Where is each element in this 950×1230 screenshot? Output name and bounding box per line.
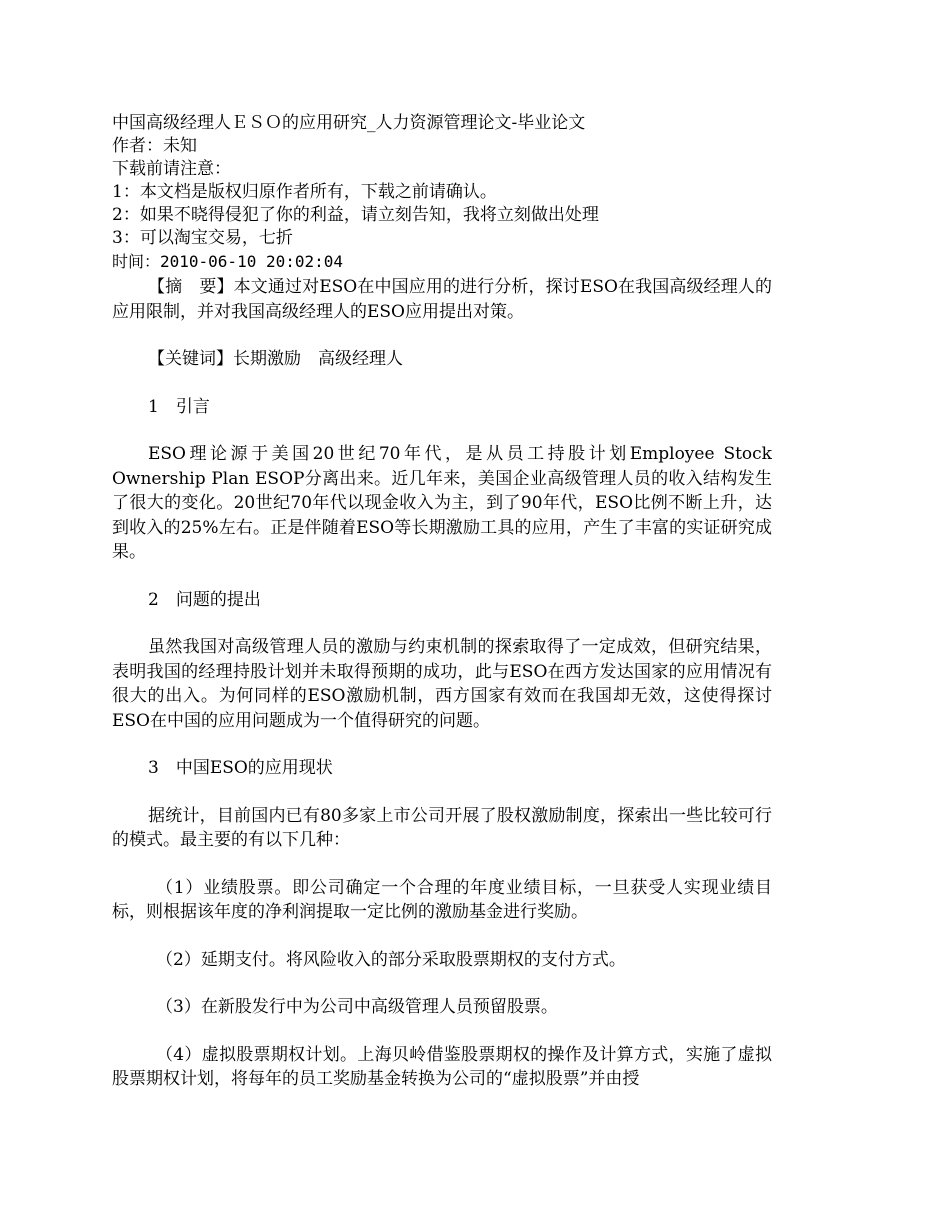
section-2-paragraph: 虽然我国对高级管理人员的激励与约束机制的探索取得了一定成效，但研究结果，表明我国的经理持股计划并未取得预期的成功，此与ESO在西方发达国家的应用情况有很大的出入。为何同样的ESO激励机制，西方国家有效而在我国却无效，这使得探讨ESO在中国的应用问题成为一个值得研究的问题。	[112, 637, 772, 731]
notice-line-3: 3：可以淘宝交易，七折	[112, 228, 293, 248]
author-line: 作者：未知	[112, 136, 197, 156]
section-3-paragraph: 据统计，目前国内已有80多家上市公司开展了股权激励制度，探索出一些比较可行的模式。最主要的有以下几种：	[112, 805, 772, 850]
section-1-paragraph: ESO理论源于美国20世纪70年代，是从员工持股计划Employee Stock Ownership Plan ESOP分离出来。近几年来，美国企业高级管理人员的收入结构发生了很大的变化。20世纪70年代以现金收入为主，到了90年代，ESO比例不断上升，达到收入的25%左右。正是伴随着ESO等长期激励工具的应用，产生了丰富的实证研究成果。	[112, 444, 772, 562]
notice-line-2: 2：如果不晓得侵犯了你的利益，请立刻告知，我将立刻做出处理	[112, 205, 599, 225]
document-page	[112, 112, 772, 1115]
document-title: 中国高级经理人ＥＳＯ的应用研究_人力资源管理论文-毕业论文	[112, 113, 586, 133]
keywords-line: 【关键词】长期激励 高级经理人	[148, 349, 403, 369]
time-line: 时间：2010-06-10 20:02:04	[112, 252, 344, 271]
section-1-heading: 1 引言	[148, 396, 210, 417]
section-3-heading: 3 中国ESO的应用现状	[148, 758, 333, 778]
list-item-4: （4）虚拟股票期权计划。上海贝岭借鉴股票期权的操作及计算方式，实施了虚拟股票期权计划，将每年的员工奖励基金转换为公司的“虚拟股票”并由授	[112, 1044, 772, 1089]
list-item-3: （3）在新股发行中为公司中高级管理人员预留股票。	[156, 997, 558, 1017]
notice-title: 下载前请注意：	[112, 159, 231, 179]
notice-line-1: 1：本文档是版权归原作者所有，下载之前请确认。	[112, 182, 497, 202]
list-item-2: （2）延期支付。将风险收入的部分采取股票期权的支付方式。	[156, 949, 626, 970]
abstract-paragraph: 【摘 要】本文通过对ESO在中国应用的进行分析，探讨ESO在我国高级经理人的应用限制，并对我国高级经理人的ESO应用提出对策。	[112, 277, 772, 322]
list-item-1: （1）业绩股票。即公司确定一个合理的年度业绩目标，一旦获受人实现业绩目标，则根据该年度的净利润提取一定比例的激励基金进行奖励。	[112, 877, 772, 922]
article-body	[112, 275, 772, 1092]
section-2-heading: 2 问题的提出	[148, 589, 261, 610]
